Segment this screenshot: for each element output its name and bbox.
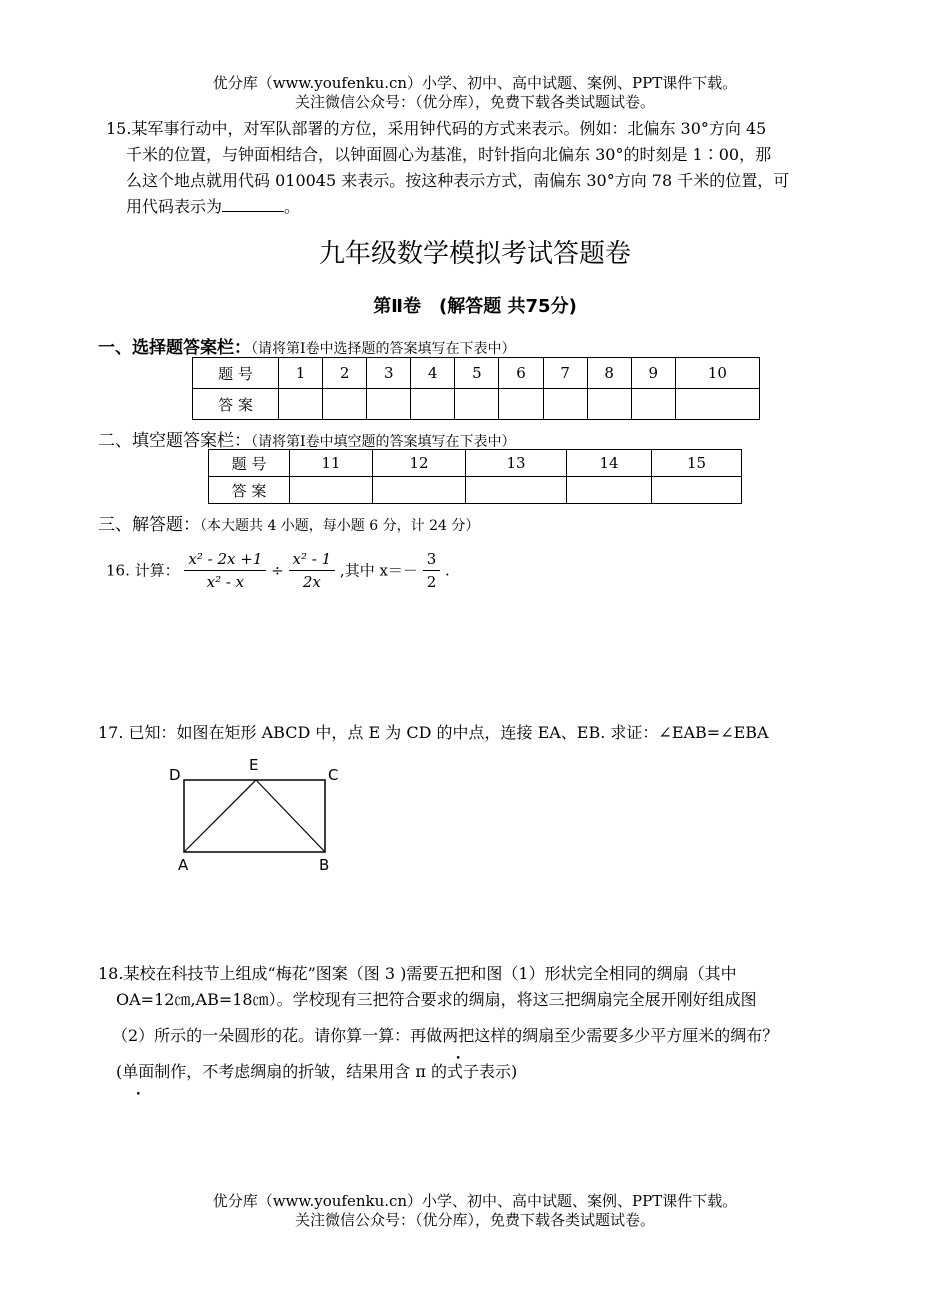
- section-1-note: （请将第Ⅰ卷中选择题的答案填写在下表中）: [251, 341, 516, 357]
- choice-number: 3: [367, 358, 411, 389]
- q15-line-4: [106, 194, 866, 220]
- label-c: C: [328, 766, 339, 784]
- q18-line-3: [98, 1023, 878, 1049]
- choice-number-row: [193, 358, 760, 389]
- fill-answer-cell[interactable]: [466, 477, 567, 504]
- q16-suffix: .: [445, 561, 450, 580]
- section-3-title: [98, 510, 479, 535]
- label-b: B: [319, 856, 330, 874]
- page-title: 九年级数学模拟考试答题卷: [318, 239, 631, 269]
- section-1-title: [98, 333, 516, 358]
- fill-answer-cell[interactable]: [652, 477, 742, 504]
- segment-ea: [184, 780, 256, 852]
- choice-row-label: 题 号: [193, 358, 279, 389]
- q16-frac2-denominator: 2x: [302, 573, 321, 591]
- section-2-title: [98, 426, 516, 451]
- footer-line-1: 优分库（www.youfenku.cn）小学、初中、高中试题、案例、PPT课件下载。: [212, 1192, 738, 1210]
- q15-line-4-suffix: 。: [284, 197, 301, 216]
- q15-line-2: 千米的位置，与钟面相结合，以钟面圆心为基准，时针指向北偏东 30°的时刻是 1∶00，那: [126, 145, 772, 164]
- q16-frac1-numerator: x² - 2x +1: [184, 548, 266, 571]
- section-2-note: （请将第Ⅰ卷中填空题的答案填写在下表中）: [251, 434, 516, 450]
- q15-line-1: 15.某军事行动中，对军队部署的方位，采用钟代码的方式来表示。例如：北偏东 30°方向 45: [106, 119, 767, 138]
- q18-line-3-part-a: （2）所示的一朵圆形的花。请你算一算：再做: [112, 1026, 443, 1045]
- footer-line-2: 关注微信公众号：（优分库），免费下载各类试题试卷。: [294, 1211, 655, 1229]
- fill-number: 11: [290, 450, 373, 477]
- header-line-2: 关注微信公众号：（优分库），免费下载各类试题试卷。: [294, 93, 655, 111]
- q18-line-1: 18.某校在科技节上组成“梅花”图案（图 3 )需要五把和图（1）形状完全相同的绸扇（其中: [98, 964, 737, 983]
- q16-frac1-denominator: x² - x: [206, 573, 245, 591]
- choice-answer-cell[interactable]: [367, 389, 411, 420]
- q15-line-3: 么这个地点就用代码 010045 来表示。按这种表示方式，南偏东 30°方向 78 千米的位置，可: [126, 171, 790, 190]
- q16-frac2-numerator: x² - 1: [289, 548, 336, 571]
- choice-answer-row: [193, 389, 760, 420]
- choice-number: 7: [543, 358, 587, 389]
- q18-line-3-part-c: 这样的绸扇至少需要多少平方厘米的绸布？: [474, 1026, 779, 1045]
- fill-answer-cell[interactable]: [567, 477, 652, 504]
- fill-answer-table: [208, 449, 742, 504]
- fill-row-label: 题 号: [209, 450, 290, 477]
- choice-answer-cell[interactable]: [543, 389, 587, 420]
- choice-answer-cell[interactable]: [675, 389, 759, 420]
- q18-line-4: [98, 1059, 878, 1085]
- q18-line-2: OA=12㎝,AB=18㎝）。学校现有三把符合要求的绸扇，将这三把绸扇完全展开刚好组成图: [116, 990, 757, 1009]
- q18-line-4-part-c: 制作，不考虑绸扇的折皱，结果用含 π 的式子表示): [154, 1062, 518, 1081]
- choice-answer-label: 答 案: [193, 389, 279, 420]
- label-a: A: [178, 856, 189, 874]
- q16-fraction-2: [289, 548, 336, 593]
- q18-emphasis-single-side: 单面: [122, 1062, 155, 1081]
- rectangle-abcd: [184, 780, 325, 852]
- choice-answer-cell[interactable]: [455, 389, 499, 420]
- choice-number: 9: [631, 358, 675, 389]
- question-15: [106, 116, 866, 220]
- q18-emphasis-two: 两把: [442, 1026, 475, 1045]
- section-3-heading: 三、解答题：: [98, 515, 200, 535]
- fill-answer-cell[interactable]: [290, 477, 373, 504]
- fill-answer-cell[interactable]: [373, 477, 466, 504]
- choice-answer-table: [192, 357, 760, 420]
- choice-number: 2: [323, 358, 367, 389]
- choice-number: 4: [411, 358, 455, 389]
- q16-frac3-numerator: 3: [423, 548, 441, 571]
- segment-eb: [256, 780, 325, 852]
- label-d: D: [169, 766, 181, 784]
- answer-blank[interactable]: [222, 195, 284, 212]
- header-line-1: 优分库（www.youfenku.cn）小学、初中、高中试题、案例、PPT课件下载。: [212, 74, 738, 92]
- choice-number: 6: [499, 358, 543, 389]
- section-2-heading: 二、填空题答案栏：: [98, 431, 251, 451]
- label-e: E: [249, 756, 259, 774]
- choice-answer-cell[interactable]: [411, 389, 455, 420]
- choice-answer-cell[interactable]: [279, 389, 323, 420]
- q16-prefix: 16. 计算：: [106, 561, 180, 580]
- fill-number-row: [209, 450, 742, 477]
- fill-number: 13: [466, 450, 567, 477]
- section-1-heading: 一、选择题答案栏：: [98, 338, 251, 358]
- choice-answer-cell[interactable]: [631, 389, 675, 420]
- fill-answer-row: [209, 477, 742, 504]
- page-subtitle: 第Ⅱ卷 (解答题 共75分): [373, 296, 577, 317]
- fill-number: 12: [373, 450, 466, 477]
- q15-line-4-prefix: 用代码表示为: [126, 197, 223, 216]
- choice-number: 5: [455, 358, 499, 389]
- q16-frac3-denominator: 2: [426, 573, 437, 591]
- choice-number: 8: [587, 358, 631, 389]
- q17-text: 17. 已知：如图在矩形 ABCD 中，点 E 为 CD 的中点，连接 EA、EB. 求证：∠EAB=∠EBA: [98, 723, 769, 742]
- fill-number: 15: [652, 450, 742, 477]
- fill-number: 14: [567, 450, 652, 477]
- question-18: [98, 961, 878, 1085]
- choice-number: 1: [279, 358, 323, 389]
- choice-answer-cell[interactable]: [587, 389, 631, 420]
- rectangle-figure: [160, 748, 360, 878]
- q16-divide-sign: ÷: [271, 561, 284, 580]
- q16-fraction-1: [184, 548, 266, 593]
- q16-middle: ,其中 x＝－: [339, 561, 418, 580]
- fill-answer-label: 答 案: [209, 477, 290, 504]
- choice-answer-cell[interactable]: [323, 389, 367, 420]
- question-16: [106, 548, 450, 593]
- choice-number: 10: [675, 358, 759, 389]
- choice-answer-cell[interactable]: [499, 389, 543, 420]
- q16-fraction-3: [423, 548, 441, 593]
- section-3-note: （本大题共 4 小题，每小题 6 分，计 24 分）: [200, 518, 480, 534]
- q18-line-4-part-a: (: [116, 1062, 123, 1081]
